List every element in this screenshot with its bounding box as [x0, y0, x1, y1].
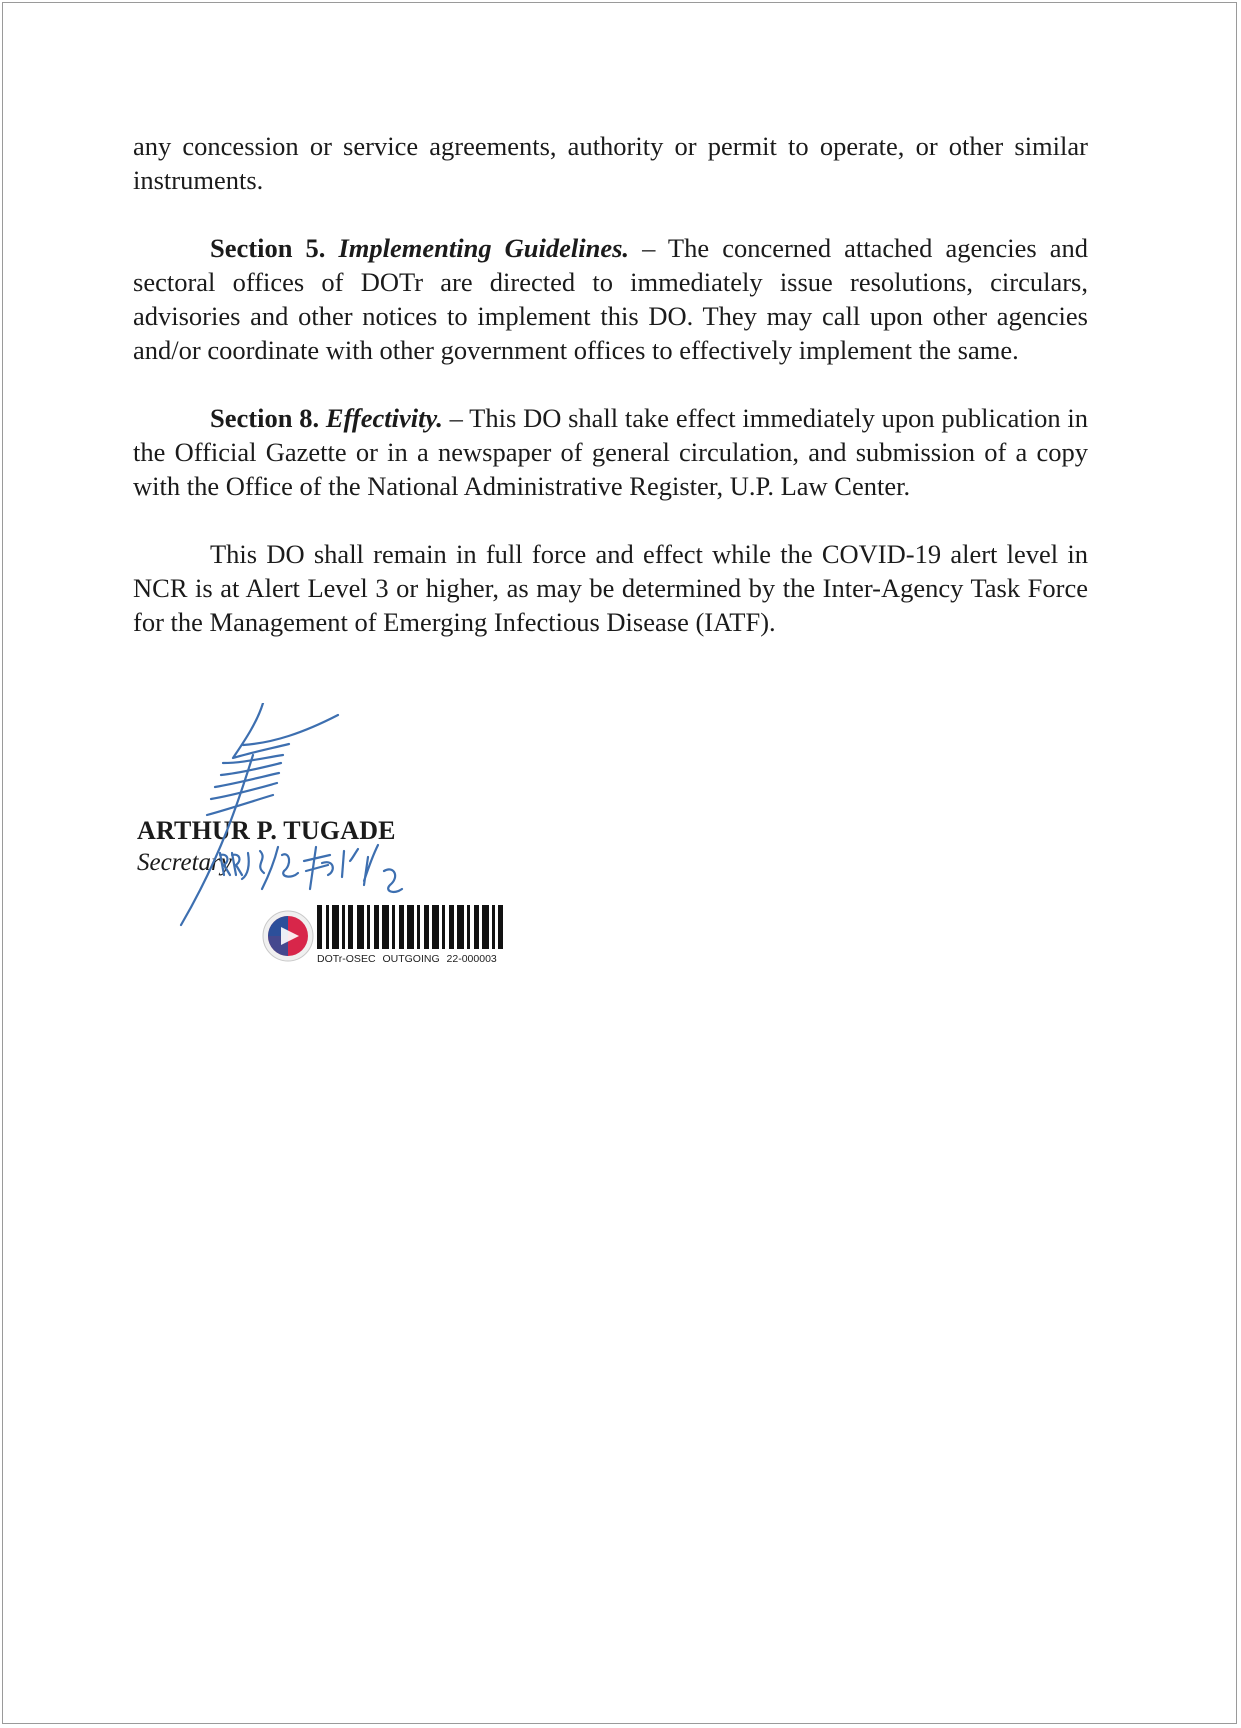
section-8-title: Effectivity.	[325, 403, 443, 433]
section-8-text: – This DO shall take effect immediately upon publication in the Official Gazette or in a newspaper of general circulation, and submission of a copy with the Office of the National Administrative Register, U.P. Law Center.	[133, 403, 1089, 501]
stamp-number: 22-000003	[446, 953, 497, 965]
section-5-paragraph	[133, 231, 1088, 367]
stamp-office: DOTr-OSEC OUTGOING	[317, 953, 440, 965]
closing-paragraph	[133, 537, 1088, 639]
stamp-label	[317, 953, 517, 965]
signatory-title: Secretary	[137, 849, 232, 876]
closing-paragraph-text: This DO shall remain in full force and effect while the COVID-19 alert level in NCR is at Alert Level 3 or higher, as may be determined by the Inter-Agency Task Force for the Management of Emerging Infectious Disease (IATF).	[133, 539, 1088, 637]
outgoing-stamp	[261, 903, 511, 973]
section-8-number: Section 8.	[210, 403, 320, 433]
section-8-paragraph	[133, 401, 1088, 503]
paragraph-continuation	[133, 129, 1088, 197]
document-body	[133, 129, 1088, 673]
barcode	[317, 905, 503, 949]
dotr-seal-icon	[261, 909, 315, 963]
document-page	[2, 2, 1237, 1724]
section-5-title: Implementing Guidelines.	[338, 233, 630, 263]
signatory-name: ARTHUR P. TUGADE	[137, 816, 396, 845]
signatory-block	[137, 815, 537, 879]
section-5-number: Section 5.	[210, 233, 326, 263]
section-5-text: – The concerned attached agencies and sectoral offices of DOTr are directed to immediately issue resolutions, circulars, advisories and other notices to implement this DO. They may call upon other agencies and/or coordinate with other government offices to effectively implement the same.	[133, 233, 1089, 365]
paragraph-text: any concession or service agreements, authority or permit to operate, or other similar instruments.	[133, 131, 1088, 195]
